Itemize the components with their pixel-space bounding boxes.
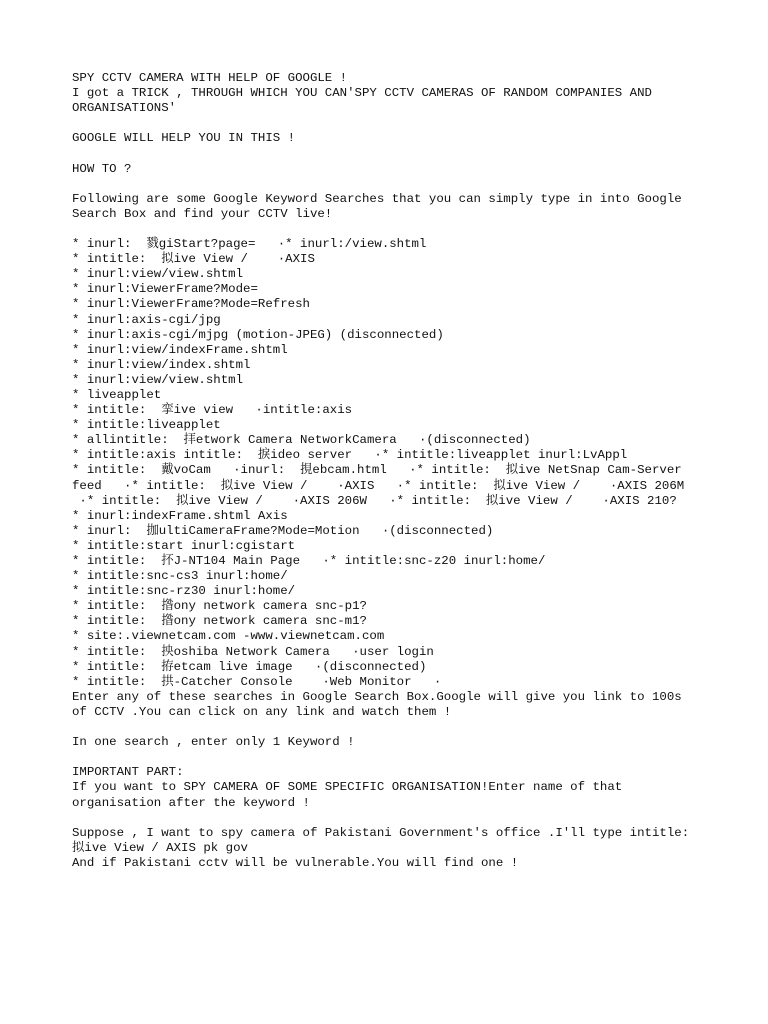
text-line: organisation after the keyword ! <box>72 795 310 810</box>
text-line: SPY CCTV CAMERA WITH HELP OF GOOGLE ! <box>72 71 348 85</box>
text-line: And if Pakistani cctv will be vulnerable.You will find one ! <box>72 855 519 870</box>
text-line: Suppose , I want to spy camera of Pakistani Government's office .I'll type intitle: <box>72 825 690 840</box>
text-line: * intitle:axis intitle: 捩ideo server ·* intitle:liveapplet inurl:LvAppl <box>72 448 628 463</box>
text-line: * intitle: 挛ive view ·intitle:axis <box>72 403 353 418</box>
text-line <box>72 116 712 131</box>
text-line: * allintitle: 拝etwork Camera NetworkCamera ·(disconnected) <box>72 433 531 448</box>
text-line: * inurl:axis-cgi/jpg <box>72 312 221 327</box>
text-line: of CCTV .You can click on any link and watch them ! <box>72 704 452 719</box>
text-line <box>72 222 712 237</box>
text-line: HOW TO ? <box>72 161 132 176</box>
text-line <box>72 811 712 826</box>
text-line: Following are some Google Keyword Searches that you can simply type in into Google <box>72 191 682 206</box>
text-line: If you want to SPY CAMERA OF SOME SPECIFIC ORGANISATION!Enter name of that <box>72 780 623 795</box>
text-line: * inurl:ViewerFrame?Mode= <box>72 282 258 297</box>
text-line: * intitle: 戴voCam ·inurl: 挸ebcam.html ·* intitle: 拟ive NetSnap Cam-Server <box>72 463 682 478</box>
text-line <box>72 750 712 765</box>
text-line: * inurl:view/indexFrame.shtml <box>72 342 288 357</box>
text-line: * intitle:snc-rz30 inurl:home/ <box>72 584 296 599</box>
text-line: * intitle: 揝ony network camera snc-p1? <box>72 599 367 614</box>
document-body <box>72 71 712 871</box>
text-line: Enter any of these searches in Google Search Box.Google will give you link to 100s <box>72 689 682 704</box>
text-line: * liveapplet <box>72 387 162 402</box>
text-line: * intitle:snc-cs3 inurl:home/ <box>72 569 288 584</box>
text-line: * intitle:liveapplet <box>72 418 221 433</box>
text-line: In one search , enter only 1 Keyword ! <box>72 735 355 750</box>
text-line: * inurl: 戮giStart?page= ·* inurl:/view.shtml <box>72 237 427 252</box>
text-line: ·* intitle: 拟ive View / ·AXIS 206W ·* intitle: 拟ive View / ·AXIS 210? <box>72 493 677 508</box>
text-line: * intitle: 拟ive View / ·AXIS <box>72 252 315 267</box>
text-line: * intitle: 抔J-NT104 Main Page ·* intitle:snc-z20 inurl:home/ <box>72 554 546 568</box>
text-line: * inurl:indexFrame.shtml Axis <box>72 508 288 523</box>
text-line: 拟ive View / AXIS pk gov <box>72 840 248 855</box>
text-line <box>72 720 712 735</box>
text-line: feed ·* intitle: 拟ive View / ·AXIS ·* intitle: 拟ive View / ·AXIS 206M <box>72 478 685 493</box>
text-line <box>72 146 712 161</box>
text-line: I got a TRICK , THROUGH WHICH YOU CAN'SPY CCTV CAMERAS OF RANDOM COMPANIES AND <box>72 86 652 101</box>
text-line: * inurl:view/view.shtml <box>72 372 244 387</box>
text-line: * inurl: 拁ultiCameraFrame?Mode=Motion ·(disconnected) <box>72 523 494 538</box>
text-line: * intitle:start inurl:cgistart <box>72 538 296 553</box>
text-line: * inurl:view/view.shtml <box>72 267 244 282</box>
text-line <box>72 177 712 192</box>
text-line: * site:.viewnetcam.com -www.viewnetcam.com <box>72 629 385 644</box>
text-line: * intitle: 抰oshiba Network Camera ·user login <box>72 644 434 659</box>
text-line: * inurl:axis-cgi/mjpg (motion-JPEG) (disconnected) <box>72 327 444 342</box>
text-line: * intitle: 揝ony network camera snc-m1? <box>72 614 367 629</box>
text-line: * inurl:ViewerFrame?Mode=Refresh <box>72 297 310 312</box>
text-line: GOOGLE WILL HELP YOU IN THIS ! <box>72 131 296 146</box>
text-line: Search Box and find your CCTV live! <box>72 206 333 221</box>
text-line: * intitle: 拵etcam live image ·(disconnected) <box>72 659 427 674</box>
text-line: IMPORTANT PART: <box>72 765 184 780</box>
text-line: * intitle: 拱-Catcher Console ·Web Monitor · <box>72 674 442 689</box>
text-line: * inurl:view/index.shtml <box>72 357 251 372</box>
text-line: ORGANISATIONS' <box>72 101 177 116</box>
